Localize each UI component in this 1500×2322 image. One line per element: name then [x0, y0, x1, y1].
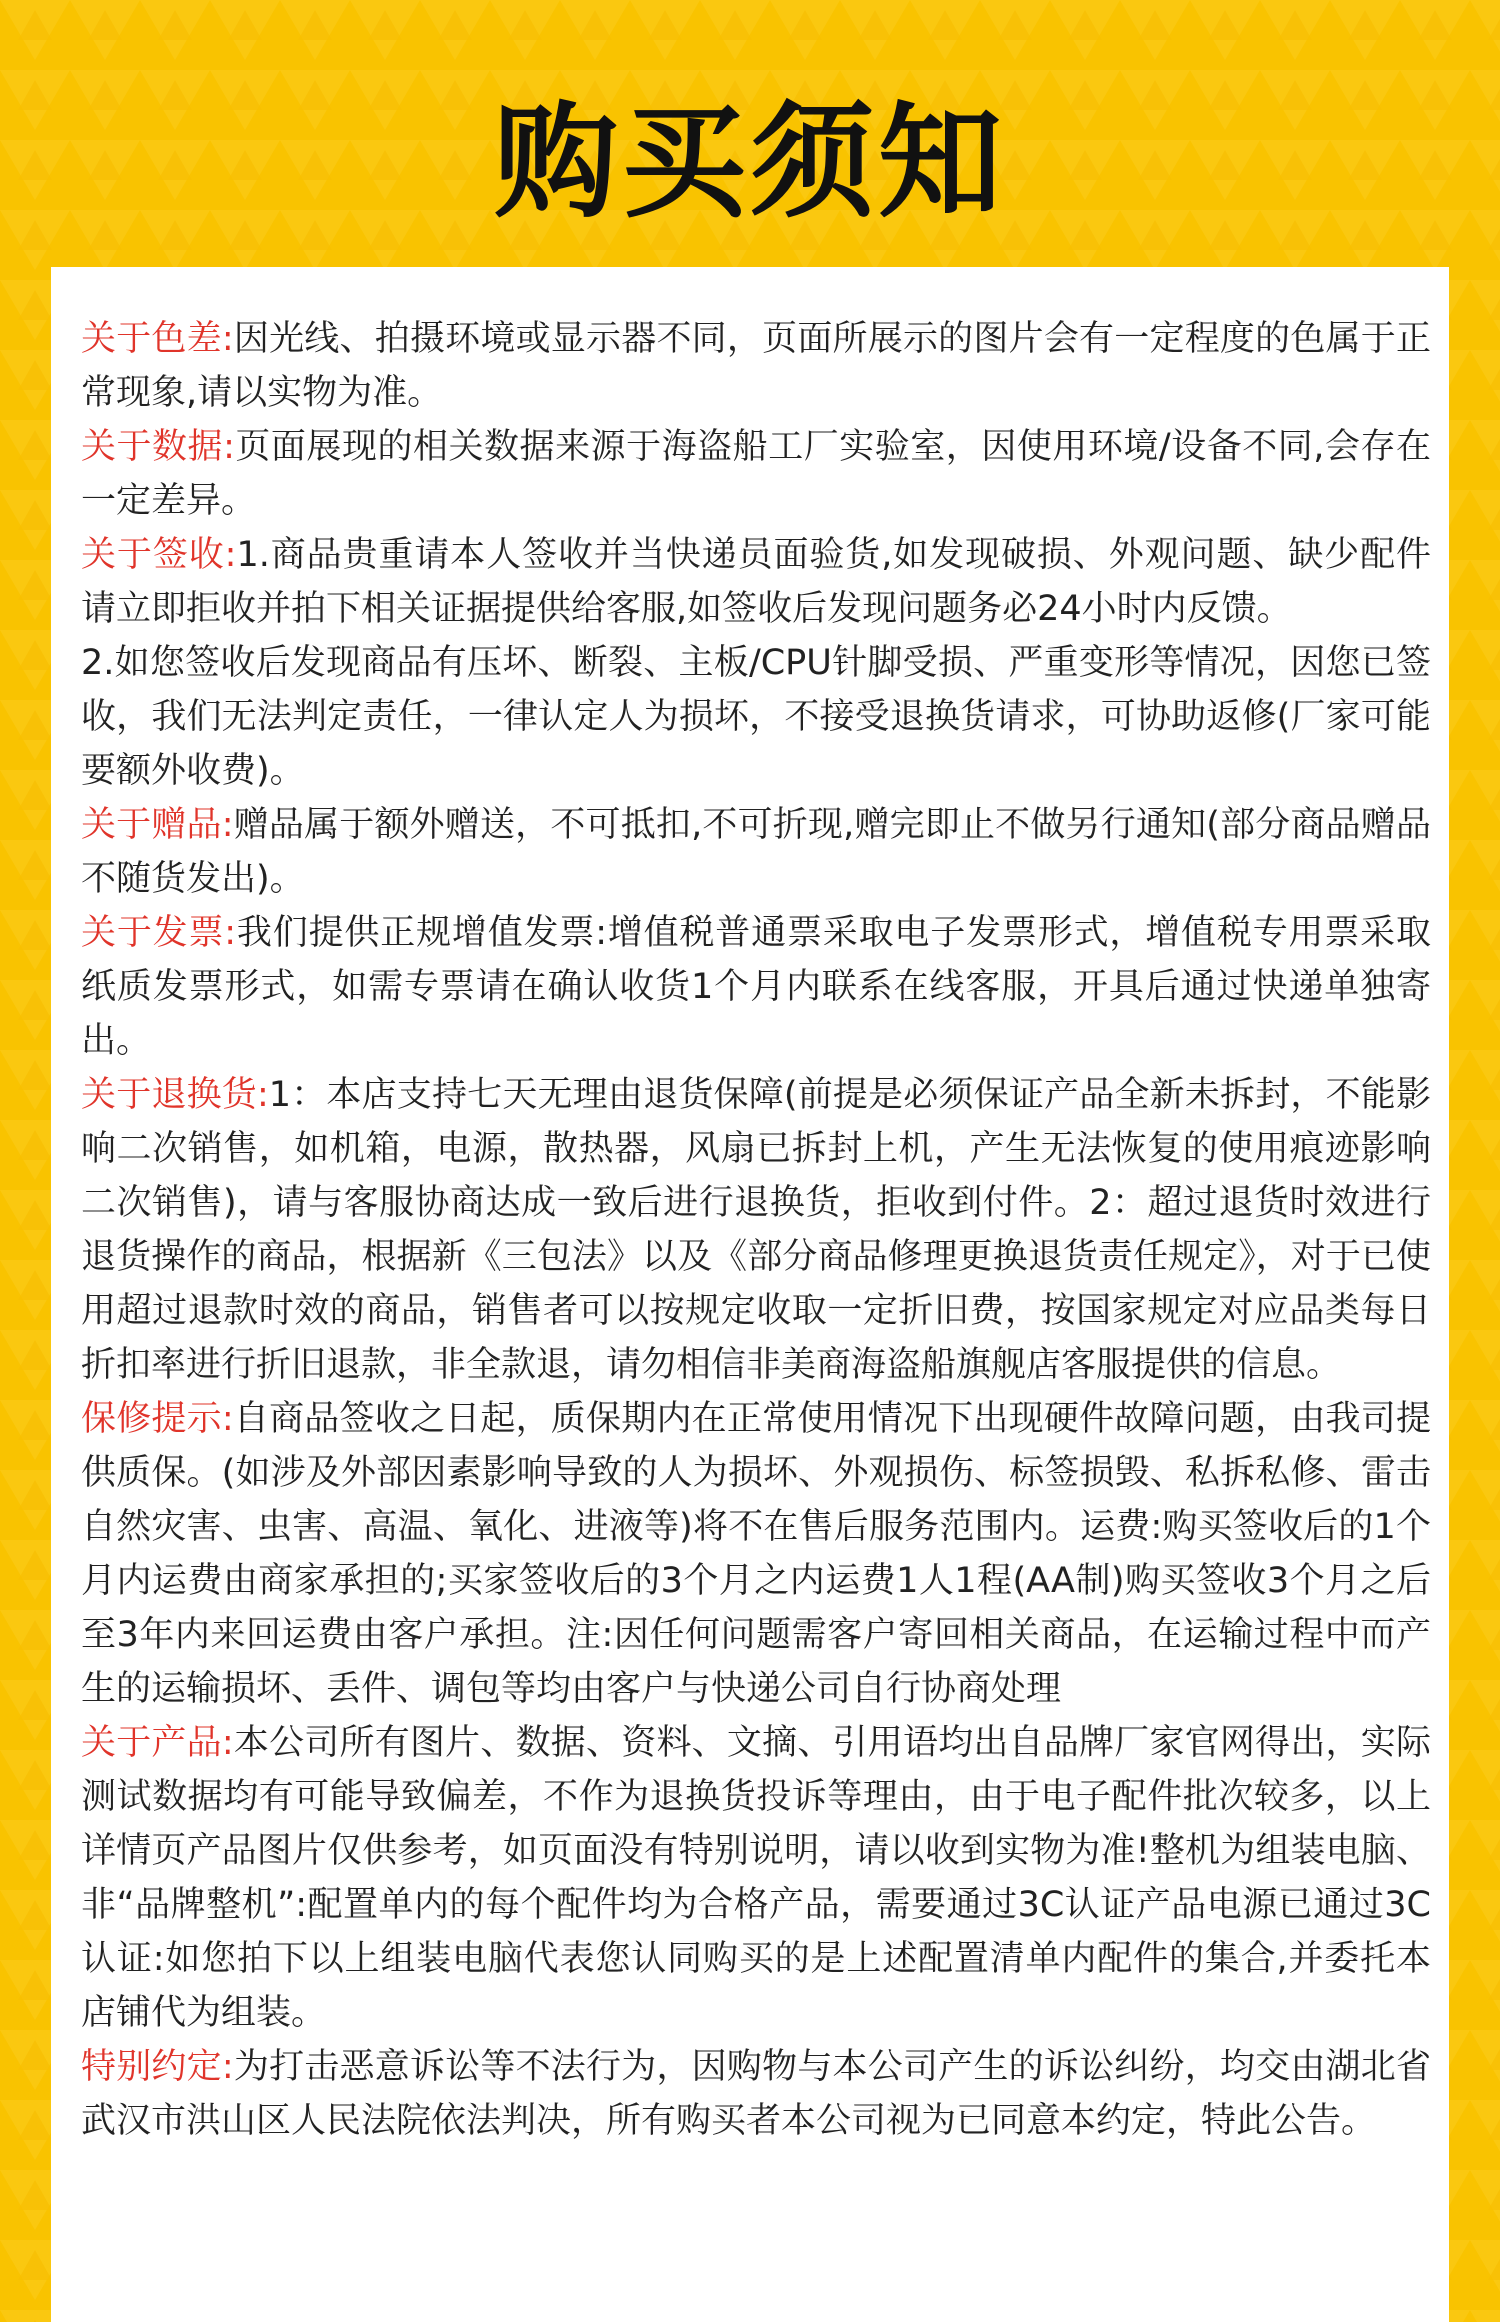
section-label: 关于发票:	[81, 913, 237, 953]
section-label: 关于产品:	[81, 1723, 234, 1763]
section-label: 关于色差:	[81, 319, 234, 359]
section-gifts	[81, 798, 1431, 906]
section-text: 2.如您签收后发现商品有压坏、断裂、主板/CPU针脚受损、严重变形等情况，因您已签收，我们无法判定责任，一律认定人为损坏，不接受退换货请求，可协助返修(厂家可能要额外收费)。	[81, 643, 1431, 791]
section-label: 关于退换货:	[81, 1075, 269, 1115]
section-text: 赠品属于额外赠送，不可抵扣,不可折现,赠完即止不做另行通知(部分商品赠品不随货发出)。	[81, 805, 1431, 899]
section-text: 1.商品贵重请本人签收并当快递员面验货,如发现破损、外观问题、缺少配件请立即拒收并拍下相关证据提供给客服,如签收后发现问题务必24小时内反馈。	[81, 535, 1431, 629]
section-text: 自商品签收之日起，质保期内在正常使用情况下出现硬件故障问题，由我司提供质保。(如涉及外部因素影响导致的人为损坏、外观损伤、标签损毁、私拆私修、雷击自然灾害、虫害、高温、氧化、进液等)将不在售后服务范围内。运费:购买签收后的1个月内运费由商家承担的;买家签收后的3个月之内运费1人1程(AA制)购买签收3个月之后至3年内来回运费由客户承担。注:因任何问题需客户寄回相关商品，在运输过程中而产生的运输损坏、丢件、调包等均由客户与快递公司自行协商处理	[81, 1399, 1431, 1709]
section-text: 为打击恶意诉讼等不法行为，因购物与本公司产生的诉讼纠纷，均交由湖北省武汉市洪山区人民法院依法判决，所有购买者本公司视为已同意本约定，特此公告。	[81, 2047, 1431, 2141]
section-data	[81, 420, 1431, 528]
section-label: 关于签收:	[81, 535, 237, 575]
section-label: 保修提示:	[81, 1399, 234, 1439]
section-signing	[81, 528, 1431, 636]
section-color-diff	[81, 312, 1431, 420]
section-special	[81, 2040, 1431, 2148]
section-product	[81, 1716, 1431, 2040]
section-text: 页面展现的相关数据来源于海盗船工厂实验室，因使用环境/设备不同,会存在一定差异。	[81, 427, 1431, 521]
page-title: 购买须知	[493, 91, 1006, 235]
notice-content	[81, 312, 1431, 2148]
section-text: 本公司所有图片、数据、资料、文摘、引用语均出自品牌厂家官网得出，实际测试数据均有可能导致偏差，不作为退换货投诉等理由，由于电子配件批次较多，以上详情页产品图片仅供参考，如页面没有特别说明，请以收到实物为准!整机为组装电脑、非“品牌整机”:配置单内的每个配件均为合格产品，需要通过3C认证产品电源已通过3C认证:如您拍下以上组装电脑代表您认同购买的是上述配置清单内配件的集合,并委托本店铺代为组装。	[81, 1723, 1431, 2033]
section-text: 我们提供正规增值发票:增值税普通票采取电子发票形式，增值税专用票采取纸质发票形式，如需专票请在确认收货1个月内联系在线客服，开具后通过快递单独寄出。	[81, 913, 1432, 1061]
section-label: 关于赠品:	[81, 805, 234, 845]
section-invoice	[81, 906, 1431, 1068]
section-signing-2	[81, 636, 1431, 798]
section-warranty	[81, 1392, 1431, 1716]
section-returns	[81, 1068, 1431, 1392]
section-label: 关于数据:	[81, 427, 235, 467]
section-text: 因光线、拍摄环境或显示器不同，页面所展示的图片会有一定程度的色属于正常现象,请以实物为准。	[81, 319, 1431, 413]
section-text: 1：本店支持七天无理由退货保障(前提是必须保证产品全新未拆封，不能影响二次销售，如机箱，电源，散热器，风扇已拆封上机，产生无法恢复的使用痕迹影响二次销售)，请与客服协商达成一致后进行退换货，拒收到付件。2：超过退货时效进行退货操作的商品，根据新《三包法》以及《部分商品修理更换退货责任规定》，对于已使用超过退款时效的商品，销售者可以按规定收取一定折旧费，按国家规定对应品类每日折扣率进行折旧退款，非全款退，请勿相信非美商海盗船旗舰店客服提供的信息。	[81, 1075, 1431, 1385]
notice-panel	[51, 267, 1449, 2322]
section-label: 特别约定:	[81, 2047, 234, 2087]
